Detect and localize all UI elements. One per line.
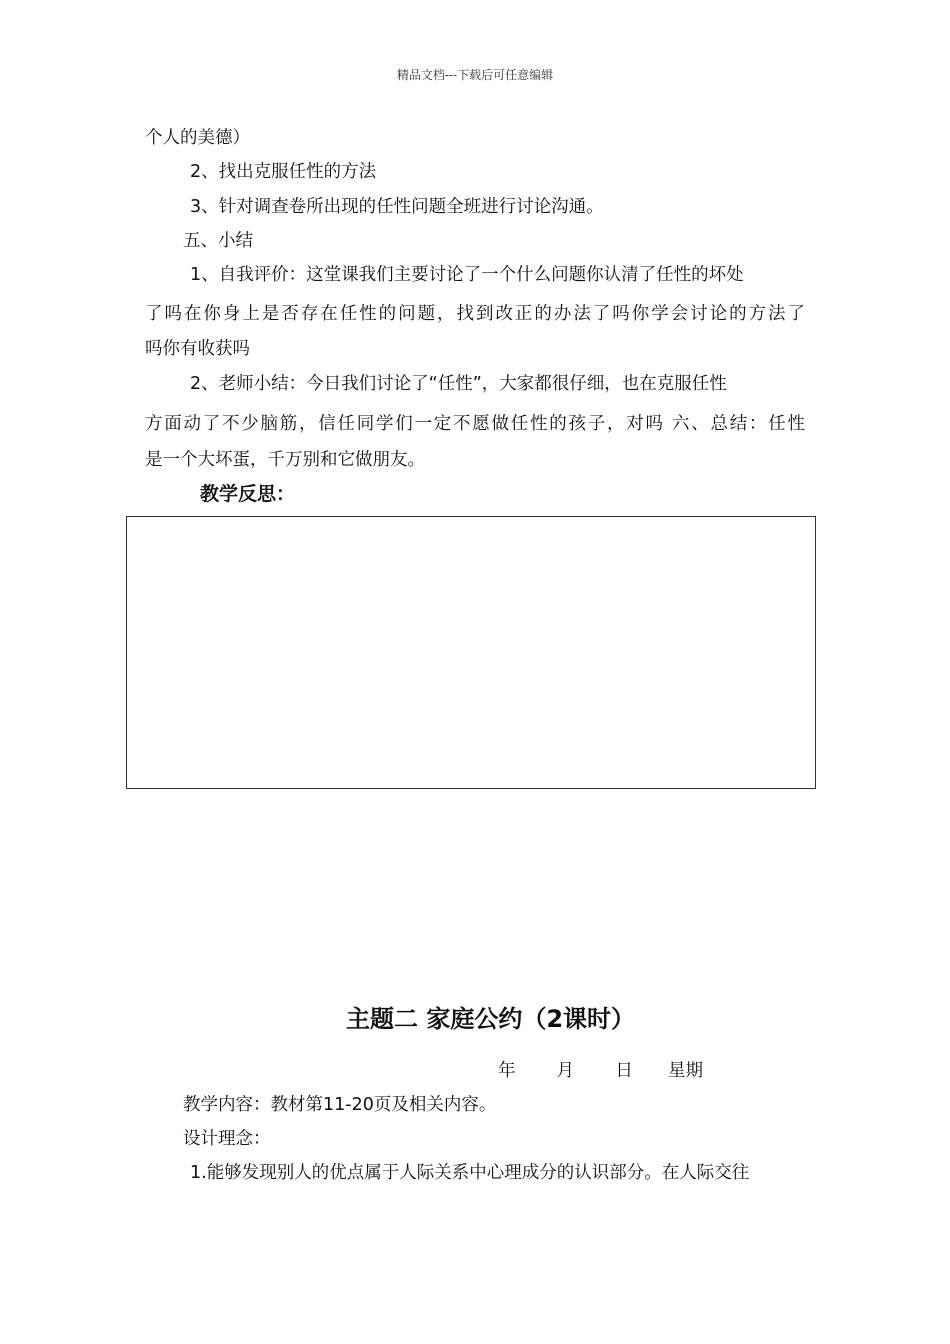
year-label: 年 xyxy=(498,1061,516,1081)
section-title: 主题二 家庭公约（2课时） xyxy=(346,1005,636,1033)
weekday-label: 星期 xyxy=(667,1061,703,1081)
section-heading: 五、小结 xyxy=(183,231,253,251)
paragraph-line: 吗你有收获吗 xyxy=(145,339,250,359)
text-line: 3、针对调查卷所出现的任性问题全班进行讨论沟通。 xyxy=(190,197,604,217)
teaching-content: 教学内容：教材第11-20页及相关内容。 xyxy=(183,1095,497,1115)
paragraph-line: 2、老师小结：今日我们讨论了“任性”，大家都很仔细，也在克服任性 xyxy=(190,374,727,394)
day-label: 日 xyxy=(615,1061,633,1081)
reflection-box[interactable] xyxy=(126,516,816,789)
text-line: 个人的美德） xyxy=(145,128,250,148)
reflection-label: 教学反思： xyxy=(200,483,296,505)
paragraph-line: 了吗在你身上是否存在任性的问题，找到改正的办法了吗你学会讨论的方法了 xyxy=(145,304,805,324)
paragraph-line: 1.能够发现别人的优点属于人际关系中心理成分的认识部分。在人际交往 xyxy=(190,1163,750,1183)
text-line: 2、找出克服任性的方法 xyxy=(190,162,377,182)
design-concept-label: 设计理念： xyxy=(183,1129,271,1149)
paragraph-line: 1、自我评价：这堂课我们主要讨论了一个什么问题你认清了任性的坏处 xyxy=(190,265,744,285)
page-header: 精品文档---下载后可任意编辑 xyxy=(396,68,554,82)
month-label: 月 xyxy=(556,1061,575,1081)
paragraph-line: 是一个大坏蛋，千万别和它做朋友。 xyxy=(145,450,425,470)
date-line xyxy=(498,1057,703,1082)
paragraph-line: 方面动了不少脑筋，信任同学们一定不愿做任性的孩子，对吗 六、总结：任性 xyxy=(145,414,805,434)
